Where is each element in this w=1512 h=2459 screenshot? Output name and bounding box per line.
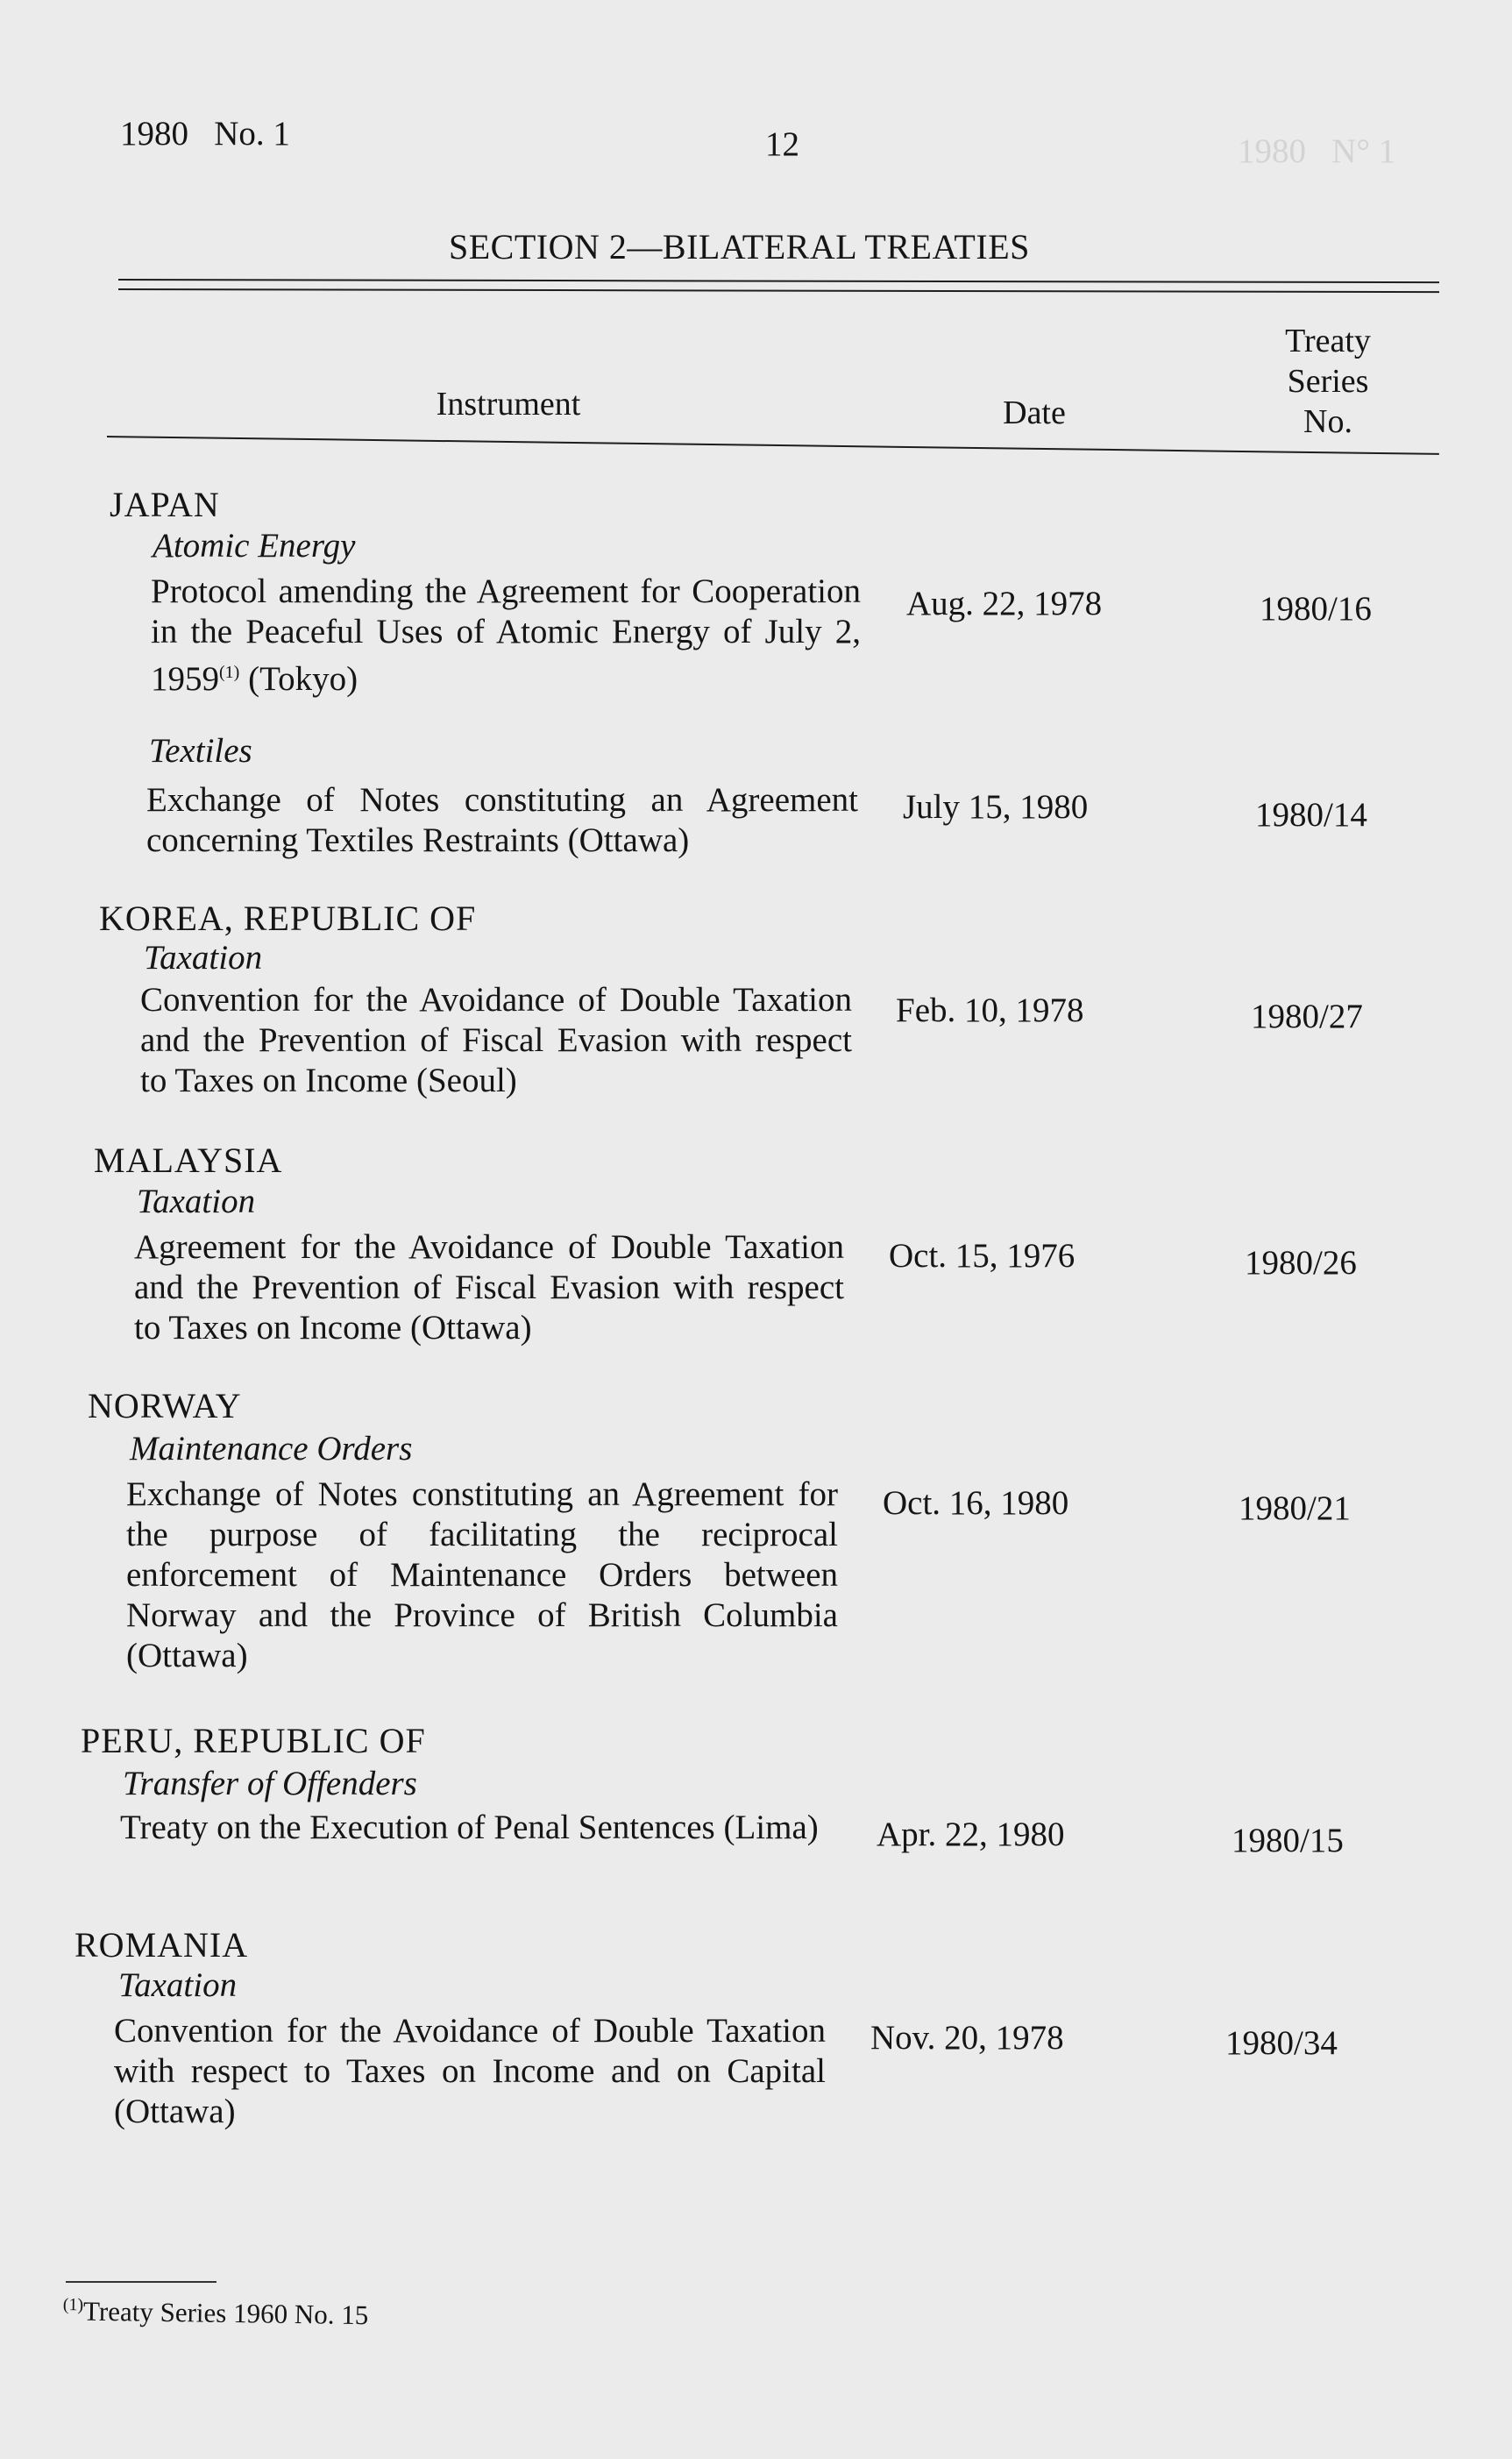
footnote-reference: (1) bbox=[219, 663, 240, 682]
bleed-through-issue-label: 1980 N° 1 bbox=[1238, 132, 1396, 170]
instrument-text: Treaty on the Execution of Penal Sentences (Lima) bbox=[120, 1809, 819, 1846]
series-header-line-1: Treaty bbox=[1285, 323, 1371, 359]
treaty-date: July 15, 1980 bbox=[903, 788, 1089, 826]
subject-heading: Taxation bbox=[118, 1966, 238, 2004]
treaty-date: Oct. 16, 1980 bbox=[883, 1484, 1069, 1522]
treaty-date: Nov. 20, 1978 bbox=[870, 2019, 1064, 2057]
subject-heading: Transfer of Offenders bbox=[123, 1765, 417, 1802]
series-header-line-2: Series bbox=[1287, 363, 1369, 400]
column-header-date: Date bbox=[1003, 394, 1066, 431]
series-header-line-3: No. bbox=[1303, 403, 1352, 440]
instrument-text-main: Protocol amending the Agreement for Cooperation in the Peaceful Uses of Atomic Energy of July 2, 1959 bbox=[151, 572, 861, 698]
instrument-text: Convention for the Avoidance of Double Taxation with respect to Taxes on Income and on Capital (Ottawa) bbox=[114, 2012, 826, 2130]
instrument-text: Exchange of Notes constituting an Agreement for the purpose of facilitating the reciprocal enforcement of Maintenance Orders between Norway and the Province of British Columbia (Ottawa) bbox=[126, 1475, 838, 1674]
treaty-date: Feb. 10, 1978 bbox=[896, 991, 1084, 1029]
treaty-date: Apr. 22, 1980 bbox=[877, 1816, 1065, 1853]
page-number: 12 bbox=[765, 125, 799, 163]
country-heading: JAPAN bbox=[110, 485, 220, 524]
treaty-date: Oct. 15, 1976 bbox=[889, 1237, 1075, 1275]
title-rule-bottom bbox=[118, 288, 1439, 293]
country-heading: KOREA, REPUBLIC OF bbox=[99, 899, 477, 938]
footnote bbox=[62, 2295, 368, 2331]
footnote-text: Treaty Series 1960 No. 15 bbox=[82, 2295, 369, 2331]
subject-heading: Taxation bbox=[137, 1183, 256, 1220]
instrument-text: Convention for the Avoidance of Double Taxation and the Prevention of Fiscal Evasion with respect to Taxes on Income (Seoul) bbox=[140, 981, 852, 1099]
treaty-series-number: 1980/14 bbox=[1255, 796, 1367, 834]
country-heading: ROMANIA bbox=[75, 1925, 249, 1965]
treaty-series-number: 1980/15 bbox=[1232, 1822, 1344, 1859]
footnote-marker: (1) bbox=[62, 2295, 84, 2315]
treaty-series-number: 1980/21 bbox=[1239, 1489, 1351, 1527]
country-heading: NORWAY bbox=[88, 1386, 242, 1425]
instrument-text-place: (Tokyo) bbox=[239, 660, 358, 698]
instrument-text: Agreement for the Avoidance of Double Taxation and the Prevention of Fiscal Evasion with respect to Taxes on Income (Ottawa) bbox=[134, 1228, 844, 1347]
subject-heading: Maintenance Orders bbox=[130, 1430, 413, 1468]
subject-heading: Textiles bbox=[149, 732, 252, 770]
treaty-series-number: 1980/16 bbox=[1260, 590, 1372, 628]
subject-heading: Taxation bbox=[144, 939, 263, 977]
section-title: SECTION 2—BILATERAL TREATIES bbox=[449, 227, 1030, 267]
treaty-series-number: 1980/26 bbox=[1245, 1244, 1357, 1282]
treaty-date: Aug. 22, 1978 bbox=[906, 585, 1103, 622]
title-rule-top bbox=[118, 279, 1439, 283]
country-heading: PERU, REPUBLIC OF bbox=[81, 1721, 426, 1760]
subject-heading: Atomic Energy bbox=[153, 527, 356, 565]
footnote-rule bbox=[66, 2281, 217, 2283]
instrument-text: Exchange of Notes constituting an Agreement concerning Textiles Restraints (Ottawa) bbox=[146, 781, 858, 859]
treaty-series-number: 1980/27 bbox=[1251, 998, 1363, 1035]
instrument-text bbox=[151, 572, 861, 700]
country-heading: MALAYSIA bbox=[94, 1141, 283, 1180]
treaty-series-number: 1980/34 bbox=[1225, 2024, 1338, 2062]
issue-label: 1980 No. 1 bbox=[120, 115, 290, 153]
column-header-instrument: Instrument bbox=[436, 386, 581, 423]
column-header-series bbox=[1236, 321, 1420, 442]
